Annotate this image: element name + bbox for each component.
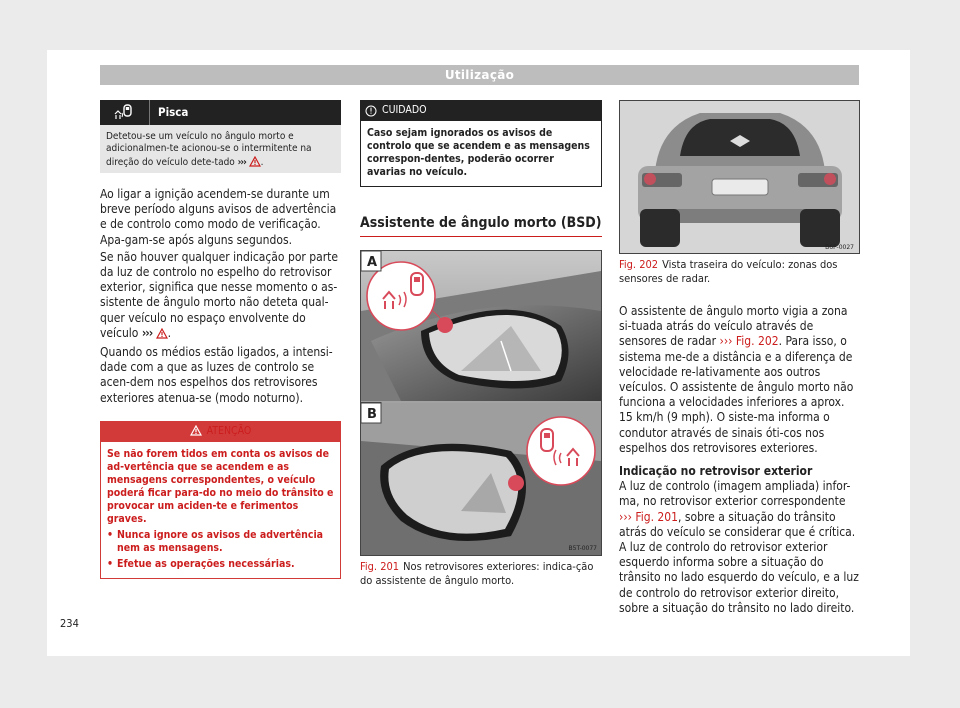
indicator-description: Detetou-se um veículo no ângulo morto e adicionalmen-te acionou-se o intermitente na direção do veículo dete-tado — [106, 131, 312, 168]
warning-bullet: • Nunca ignore os avisos de advertência nem as mensagens. — [107, 529, 334, 555]
warning-triangle-icon — [249, 156, 261, 171]
figure-201-caption: Fig. 201 Nos retrovisores exteriores: indica-ção do assistente de ângulo morto. — [360, 560, 594, 587]
indicator-table-body: Detetou-se um veículo no ângulo morto e adicionalmen-te acionou-se o intermitente na direção do veículo dete-tado ››› . — [100, 125, 341, 173]
warning-text: Se não forem tidos em conta os avisos de ad-vertência que se acendem e as mensagens correspondentes, o veículo poderá ficar para-do no meio do trânsito e provocar um aciden-te e ferimentos graves. — [107, 447, 334, 525]
figure-number: Fig. 201 — [360, 560, 400, 573]
figure-label-a: A — [367, 255, 378, 270]
column-left — [100, 100, 341, 579]
warning-triangle-icon — [190, 423, 202, 444]
paragraph-night-mode: Quando os médios estão ligados, a intensi-dade com a que as luzes de controlo se acen-dem nos espelhos dos retrovisores exteriores atenua-se (modo noturno). — [100, 345, 333, 405]
warning-box-header — [100, 421, 341, 442]
figure-code: B6F-0027 — [825, 244, 854, 251]
section-title: Assistente de ângulo morto (BSD) — [360, 214, 602, 237]
paragraph-no-indication: Se não houver qualquer indicação por parte da luz de controlo no espelho do retrovisor exterior, significa que nesse momento o as-sistente de ângulo morto não deteta qual-quer veículo no espaço envolvente do veículo ››› . — [100, 250, 341, 343]
link-arrows[interactable]: ››› — [237, 156, 246, 168]
figure-202-caption: Fig. 202 Vista traseira do veículo: zonas dos sensores de radar. — [619, 258, 838, 285]
warning-triangle-icon — [156, 328, 168, 343]
figure-link[interactable]: ››› Fig. 201 — [619, 509, 679, 524]
figure-201 — [360, 250, 602, 556]
caution-box-title: CUIDADO — [382, 104, 427, 116]
blind-spot-indicator-icon — [100, 100, 150, 125]
paragraph-bsd-description: O assistente de ângulo morto vigia a zona si-tuada atrás do veículo através de sensores de radar ››› Fig. 202. Para isso, o sistema me-de a distância e a diferença de velocidade re-lativamente aos outros veículos. O assistente de ângulo morto não funciona a velocidades inferiores a aprox. 15 km/h (9 mph). O siste-ma informa o condutor através de sinais óti-cos nos espelhos dos retrovisores exteriores. — [619, 304, 854, 455]
indicator-table-label: Pisca — [158, 105, 189, 119]
figure-link[interactable]: ››› Fig. 202 — [719, 334, 779, 349]
vehicle-rear-illustration — [620, 101, 859, 253]
warning-box-title: ATENÇÃO — [206, 424, 252, 437]
column-right — [619, 100, 860, 616]
link-arrows[interactable]: ››› — [141, 325, 153, 340]
page-header: Utilização — [100, 65, 859, 85]
subheading: Indicação no retrovisor exterior — [619, 464, 813, 479]
paragraph-ignition: Ao ligar a ignição acendem-se durante um breve período alguns avisos de advertência e de controlo como modo de verificação. Apa-gam-se após alguns segundos. — [100, 187, 337, 247]
warning-box-body — [100, 442, 341, 579]
caution-box-body: Caso sejam ignorados os avisos de controlo que se acendem e as mensagens correspon-dentes, poderão ocorrer avarias no veículo. — [360, 121, 602, 187]
info-circle-icon — [365, 104, 377, 125]
page-number: 234 — [60, 617, 79, 630]
column-middle — [360, 100, 602, 587]
figure-code: B5T-0077 — [568, 545, 597, 552]
caution-box-header — [360, 100, 602, 121]
mirror-illustration — [361, 251, 601, 555]
indicator-table-header — [100, 100, 341, 125]
figure-label-b: B — [367, 407, 377, 422]
paragraph-mirror-indication: A luz de controlo (imagem ampliada) infor-ma, no retrovisor exterior correspondente ››› Fig. 201, sobre a situação do trânsito atrás do veículo se considerar que é crítica. A luz de controlo do retrovisor exterior esquerdo informa sobre a situação do trânsito no lado esquerdo do veículo, e a luz de controlo do retrovisor exterior direito, sobre a situação do trânsito no lado direito. — [619, 479, 859, 615]
figure-number: Fig. 202 — [619, 258, 659, 271]
figure-202 — [619, 100, 860, 254]
warning-bullet: • Efetue as operações necessárias. — [107, 558, 334, 571]
